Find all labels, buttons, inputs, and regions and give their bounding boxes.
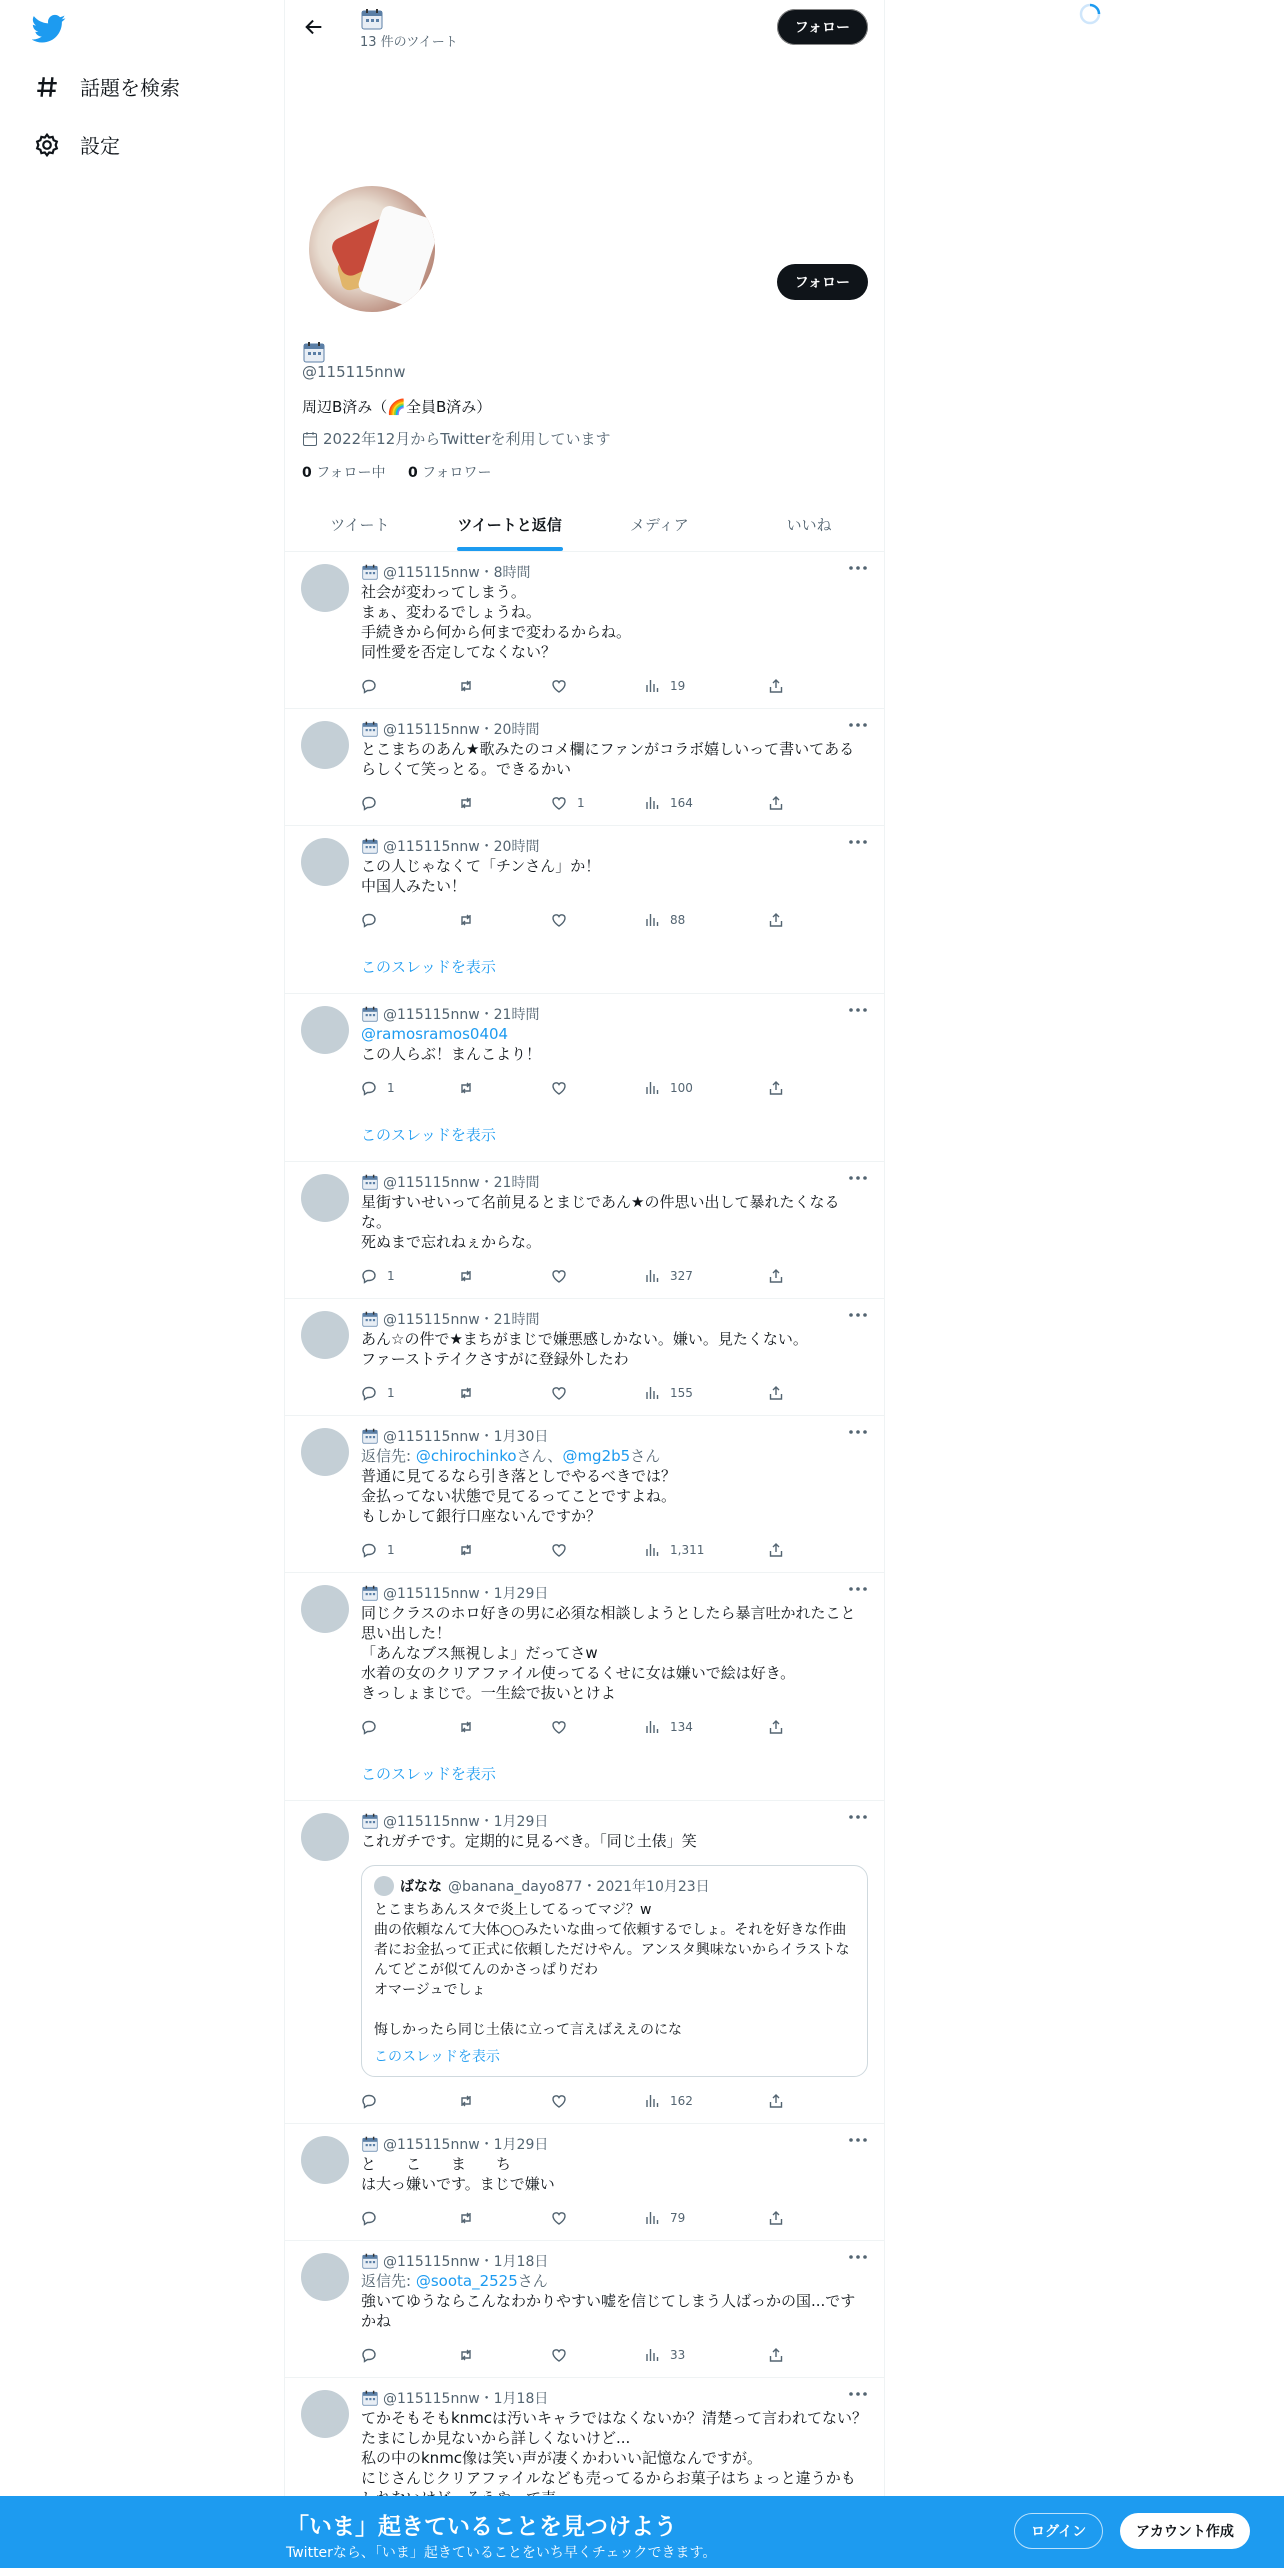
reply-to <box>361 1446 868 1466</box>
reply-prefix: 返信先: <box>361 1447 416 1465</box>
tweet-avatar[interactable] <box>301 1174 349 1222</box>
more-icon[interactable] <box>848 721 868 729</box>
like-button[interactable] <box>551 1719 644 1735</box>
like-button[interactable] <box>551 2347 644 2363</box>
retweet-icon <box>458 2210 474 2226</box>
tweet-text: 星街すいせいって名前見るとまじであん★の件思い出して暴れたくなるな。 死ぬまで忘れねぇからな。 <box>361 1193 840 1251</box>
share-icon <box>768 678 784 694</box>
more-icon[interactable] <box>848 2390 868 2398</box>
retweet-icon <box>458 1268 474 1284</box>
views-button[interactable] <box>644 1542 768 1558</box>
loading-spinner-icon <box>1078 2 1102 26</box>
reply-icon <box>361 1385 377 1401</box>
reply-icon <box>361 912 377 928</box>
views-button[interactable] <box>644 1385 768 1401</box>
reply-count: 1 <box>387 1543 395 1557</box>
heart-icon <box>551 1268 567 1284</box>
tweet-header <box>361 562 868 582</box>
views-count: 100 <box>670 1081 693 1095</box>
tweet-actions <box>361 2091 868 2111</box>
tweet-avatar[interactable] <box>301 1813 349 1861</box>
tweet[interactable] <box>285 552 884 709</box>
like-button[interactable] <box>551 678 644 694</box>
like-button[interactable] <box>551 1542 644 1558</box>
follow-button[interactable]: フォロー <box>777 264 868 300</box>
heart-icon <box>551 795 567 811</box>
share-button[interactable] <box>768 1385 784 1401</box>
more-icon[interactable] <box>848 1006 868 1014</box>
tweet-meta: @115115nnw・21時間 <box>383 1175 540 1191</box>
retweet-button[interactable] <box>458 1719 551 1735</box>
retweet-icon <box>458 2347 474 2363</box>
views-button[interactable] <box>644 1080 768 1096</box>
like-button[interactable] <box>551 1268 644 1284</box>
tweet[interactable] <box>285 1801 884 2124</box>
following-label: フォロー中 <box>316 465 386 481</box>
profile-joined <box>302 428 611 449</box>
share-button[interactable] <box>768 2210 784 2226</box>
tweet-actions <box>361 910 868 930</box>
share-icon <box>768 1080 784 1096</box>
more-icon[interactable] <box>848 1585 868 1593</box>
tweet-header <box>361 1426 868 1446</box>
retweet-button[interactable] <box>458 1385 551 1401</box>
calendar-emoji-icon <box>361 1174 379 1190</box>
calendar-icon <box>302 431 318 447</box>
banner-title: 「いま」起きていることを見つけよう <box>286 2514 677 2540</box>
tweet-text: あん☆の件で★まちがまじで嫌悪感しかない。嫌い。見たくない。 ファーストテイクさすがに登録外したわ <box>361 1330 808 1368</box>
quote-author: ばなな <box>400 1879 442 1895</box>
reply-button[interactable] <box>361 2347 458 2363</box>
reply-icon <box>361 1542 377 1558</box>
reply-button[interactable] <box>361 912 458 928</box>
calendar-emoji-icon <box>302 341 326 363</box>
views-count: 327 <box>670 1269 693 1283</box>
calendar-emoji-icon <box>361 564 379 580</box>
tweet-meta: @115115nnw・1月29日 <box>383 2137 549 2153</box>
reply-icon <box>361 2210 377 2226</box>
views-button[interactable] <box>644 912 768 928</box>
views-count: 33 <box>670 2348 686 2362</box>
share-button[interactable] <box>768 912 784 928</box>
tweet-avatar[interactable] <box>301 1585 349 1633</box>
tweet-meta: @115115nnw・1月18日 <box>383 2254 549 2270</box>
login-button[interactable]: ログイン <box>1014 2513 1103 2549</box>
tweet-actions <box>361 793 868 813</box>
quoted-tweet[interactable] <box>361 1865 868 2077</box>
share-button[interactable] <box>768 1542 784 1558</box>
reply-button[interactable] <box>361 1080 458 1096</box>
more-icon[interactable] <box>848 1428 868 1436</box>
views-icon <box>644 1542 660 1558</box>
reply-button[interactable] <box>361 1542 458 1558</box>
tweet-text: これガチです。定期的に見るべき。「同じ土俵」笑 <box>361 1832 697 1850</box>
calendar-emoji-icon <box>361 2390 379 2406</box>
tab-media[interactable]: メディア <box>629 516 689 534</box>
reply-button[interactable] <box>361 1268 458 1284</box>
tweet-header <box>361 2134 868 2154</box>
reply-user-link[interactable]: @chirochinko <box>415 1447 517 1465</box>
views-icon <box>644 1719 660 1735</box>
show-thread-link[interactable]: このスレッドを表示 <box>361 958 496 976</box>
reply-icon <box>361 1719 377 1735</box>
followers-link[interactable] <box>408 465 492 481</box>
tweet-actions <box>361 1078 868 1098</box>
heart-icon <box>551 1542 567 1558</box>
more-icon[interactable] <box>848 838 868 846</box>
tweet-avatar[interactable] <box>301 721 349 769</box>
like-button[interactable] <box>551 795 644 811</box>
views-icon <box>644 2093 660 2109</box>
tweet-text: 普通に見てるなら引き落としでやるべきでは？ 金払ってない状態で見てるってことですよね。 もしかして銀行口座ないんですか？ <box>361 1467 677 1525</box>
views-count: 164 <box>670 796 693 810</box>
calendar-emoji-icon <box>361 1006 379 1022</box>
share-icon <box>768 1268 784 1284</box>
following-link[interactable] <box>302 465 386 481</box>
profile-bio: 周辺B済み（🌈全員B済み） <box>302 398 492 416</box>
tweet-actions <box>361 1383 868 1403</box>
retweet-button[interactable] <box>458 912 551 928</box>
reply-user-link[interactable]: @soota_2525 <box>415 2272 518 2290</box>
heart-icon <box>551 2093 567 2109</box>
tweet-header <box>361 836 868 856</box>
views-icon <box>644 2210 660 2226</box>
views-count: 134 <box>670 1720 693 1734</box>
retweet-button[interactable] <box>458 678 551 694</box>
share-icon <box>768 1385 784 1401</box>
share-icon <box>768 2210 784 2226</box>
views-button[interactable] <box>644 678 768 694</box>
views-count: 162 <box>670 2094 693 2108</box>
twitter-bird-icon[interactable] <box>32 14 66 44</box>
tweet[interactable] <box>285 1299 884 1416</box>
signup-banner <box>0 2496 1284 2568</box>
tweet-actions <box>361 1717 868 1737</box>
tweet-avatar[interactable] <box>301 1311 349 1359</box>
views-icon <box>644 1385 660 1401</box>
share-icon <box>768 1542 784 1558</box>
tweet-actions <box>361 676 868 696</box>
retweet-icon <box>458 795 474 811</box>
calendar-emoji-icon <box>361 1585 379 1601</box>
retweet-button[interactable] <box>458 1542 551 1558</box>
share-button[interactable] <box>768 795 784 811</box>
retweet-button[interactable] <box>458 1268 551 1284</box>
calendar-emoji-icon <box>361 1813 379 1829</box>
retweet-button[interactable] <box>458 2210 551 2226</box>
profile-tabs <box>285 500 884 552</box>
tweet-text: とこまちのあん★歌みたのコメ欄にファンがコラボ嬉しいって書いてあるらしくて笑っとる。できるかい <box>361 740 855 778</box>
tweet-avatar[interactable] <box>301 2390 349 2438</box>
nav-explore-label: 話題を検索 <box>80 76 180 100</box>
share-icon <box>768 795 784 811</box>
nav-settings-label: 設定 <box>80 134 120 158</box>
reply-icon <box>361 1080 377 1096</box>
share-icon <box>768 2093 784 2109</box>
quote-thread-link[interactable]: このスレッドを表示 <box>374 2049 500 2065</box>
profile-avatar[interactable] <box>305 182 439 316</box>
share-button[interactable] <box>768 1268 784 1284</box>
nav-settings[interactable] <box>34 130 120 159</box>
tweet-header <box>361 1811 868 1831</box>
reply-count: 1 <box>387 1386 395 1400</box>
tweet[interactable] <box>285 2124 884 2241</box>
tweet-header <box>361 719 868 739</box>
tweet-feed <box>285 552 884 2554</box>
more-icon[interactable] <box>848 1174 868 1182</box>
views-icon <box>644 912 660 928</box>
tweet-meta: @115115nnw・8時間 <box>383 565 531 581</box>
tweet-meta: @115115nnw・1月29日 <box>383 1814 549 1830</box>
tweet-text: この人じゃなくて「チンさん」か！ 中国人みたい！ <box>361 857 601 895</box>
views-icon <box>644 1268 660 1284</box>
signup-button[interactable]: アカウント作成 <box>1120 2513 1250 2549</box>
reply-icon <box>361 1268 377 1284</box>
retweet-icon <box>458 2093 474 2109</box>
tweet-avatar[interactable] <box>301 1006 349 1054</box>
tweet-meta: @115115nnw・20時間 <box>383 722 540 738</box>
tweet-actions <box>361 2345 868 2365</box>
tweet-actions <box>361 1266 868 1286</box>
more-icon[interactable] <box>848 2136 868 2144</box>
views-icon <box>644 795 660 811</box>
reply-mid: さん、 <box>516 1447 563 1465</box>
views-button[interactable] <box>644 2347 768 2363</box>
retweet-button[interactable] <box>458 2093 551 2109</box>
calendar-emoji-icon <box>361 2253 379 2269</box>
tweet-text: 社会が変わってしまう。 まぁ、変わるでしょうね。 手続きから何から何まで変わるからね。 同性愛を否定してなくない？ <box>361 583 632 661</box>
quote-avatar <box>374 1876 394 1896</box>
reply-user-link[interactable]: @mg2b5 <box>562 1447 631 1465</box>
tweet[interactable] <box>285 709 884 826</box>
tweet-header <box>361 2251 868 2271</box>
followers-label: フォロワー <box>422 465 492 481</box>
followers-count: 0 <box>407 465 418 481</box>
like-count: 1 <box>577 796 585 810</box>
tweet-meta: @115115nnw・21時間 <box>383 1007 540 1023</box>
reply-count: 1 <box>387 1081 395 1095</box>
retweet-button[interactable] <box>458 795 551 811</box>
following-count: 0 <box>302 465 312 481</box>
mention-link[interactable]: @ramosramos0404 <box>361 1025 509 1043</box>
views-icon <box>644 678 660 694</box>
reply-icon <box>361 2347 377 2363</box>
tab-tweets-and-replies[interactable]: ツイートと返信 <box>435 500 585 551</box>
tweet-meta: @115115nnw・21時間 <box>383 1312 540 1328</box>
tweet-text: と こ ま ち は大っ嫌いです。まじで嫌い <box>361 2155 555 2193</box>
views-count: 19 <box>670 679 686 693</box>
reply-button[interactable] <box>361 2210 458 2226</box>
nav-explore[interactable] <box>34 72 180 101</box>
tweet-meta: @115115nnw・1月29日 <box>383 1586 549 1602</box>
quote-header <box>374 1876 855 1896</box>
tweet-actions <box>361 1540 868 1560</box>
tweet[interactable] <box>285 2241 884 2378</box>
more-icon[interactable] <box>848 2253 868 2261</box>
views-button[interactable] <box>644 795 768 811</box>
quote-meta: @banana_dayo877・2021年10月23日 <box>448 1879 710 1895</box>
heart-icon <box>551 1385 567 1401</box>
tweet-actions <box>361 2208 868 2228</box>
tweet-text: てかそもそもknmcは汚いキャラではなくないか？清楚って言われてない？ たまにしか見ないから詳しくないけど... 私の中のknmc像は笑い声が凄くかわいい記憶なんですが。 にじさんじクリアファイルなども売ってるからお菓子はちょっと違うかも <box>361 2409 868 2487</box>
tweet-header <box>361 2388 868 2408</box>
tweet-avatar[interactable] <box>301 838 349 886</box>
tab-likes[interactable]: いいね <box>786 516 832 534</box>
back-arrow-icon[interactable] <box>303 16 325 38</box>
like-button[interactable] <box>551 1385 644 1401</box>
tweet-avatar[interactable] <box>301 564 349 612</box>
share-button[interactable] <box>768 2093 784 2109</box>
share-button[interactable] <box>768 2347 784 2363</box>
tweet-header <box>361 1004 868 1024</box>
tweet-count: 13 件のツイート <box>360 35 458 50</box>
reply-button[interactable] <box>361 2093 458 2109</box>
heart-icon <box>551 1080 567 1096</box>
retweet-icon <box>458 1080 474 1096</box>
tweet-text: 同じクラスのホロ好きの男に必須な相談しようとしたら暴言吐かれたこと思い出した！ 「あんなブス無視しよ」だってさw 水着の女のクリアファイル使ってるくせに女は嫌いで絵は好き。 きっしょまじで。一生絵で抜いとけよ <box>361 1604 856 1702</box>
calendar-emoji-icon <box>361 1311 379 1327</box>
profile-handle: @115115nnw <box>302 363 406 381</box>
more-icon[interactable] <box>848 1813 868 1821</box>
reply-button[interactable] <box>361 795 458 811</box>
retweet-icon <box>458 912 474 928</box>
share-icon <box>768 1719 784 1735</box>
tweet-text: 強いてゆうならこんなわかりやすい嘘を信じてしまう人ばっかの国...ですかね <box>361 2292 856 2330</box>
heart-icon <box>551 2210 567 2226</box>
tweet[interactable] <box>285 994 884 1162</box>
main-column <box>284 0 885 2568</box>
retweet-button[interactable] <box>458 1080 551 1096</box>
tweet-header <box>361 1172 868 1192</box>
quote-text: とこまちあんスタで炎上してるってマジ？w 曲の依頼なんて大体○○みたいな曲って依頼するでしょ。それを好きな作曲者にお金払って正式に依頼しただけやん。アンスタ興味ないからイラストなんてどこが似てんのかさっぱりだわ オマージュでしょ 悔しかったら同じ土俵に立って言えばええのにな <box>374 1902 850 2038</box>
hashtag-icon <box>34 74 60 100</box>
calendar-emoji-icon <box>361 721 379 737</box>
share-button[interactable] <box>768 1080 784 1096</box>
calendar-emoji-icon <box>361 838 379 854</box>
more-icon[interactable] <box>848 1311 868 1319</box>
tweet-avatar[interactable] <box>301 2253 349 2301</box>
tweet-meta: @115115nnw・20時間 <box>383 839 540 855</box>
share-icon <box>768 912 784 928</box>
tweet-meta: @115115nnw・1月18日 <box>383 2391 549 2407</box>
share-button[interactable] <box>768 678 784 694</box>
heart-icon <box>551 912 567 928</box>
reply-to <box>361 2271 868 2291</box>
retweet-icon <box>458 1385 474 1401</box>
tweet-avatar[interactable] <box>301 2136 349 2184</box>
retweet-button[interactable] <box>458 2347 551 2363</box>
heart-icon <box>551 678 567 694</box>
heart-icon <box>551 1719 567 1735</box>
like-button[interactable] <box>551 2093 644 2109</box>
reply-icon <box>361 2093 377 2109</box>
share-icon <box>768 2347 784 2363</box>
retweet-icon <box>458 678 474 694</box>
reply-button[interactable] <box>361 1385 458 1401</box>
banner-subtitle: Twitterなら、「いま」起きていることをいち早くチェックできます。 <box>286 2545 717 2561</box>
tweet-avatar[interactable] <box>301 1428 349 1476</box>
more-icon[interactable] <box>848 564 868 572</box>
tweet[interactable] <box>285 826 884 994</box>
tweet-text: この人らぶ！まんこより！ <box>361 1045 542 1063</box>
like-button[interactable] <box>551 2210 644 2226</box>
retweet-icon <box>458 1719 474 1735</box>
profile-header-bar <box>285 0 884 54</box>
calendar-emoji-icon <box>361 1428 379 1444</box>
reply-suffix: さん <box>630 1447 661 1465</box>
joined-text: 2022年12月からTwitterを利用しています <box>323 430 611 448</box>
views-count: 155 <box>670 1386 693 1400</box>
reply-count: 1 <box>387 1269 395 1283</box>
views-button[interactable] <box>644 2093 768 2109</box>
views-icon <box>644 2347 660 2363</box>
tweet-header <box>361 1309 868 1329</box>
follow-counts <box>302 462 491 482</box>
follow-button-header[interactable]: フォロー <box>777 9 868 45</box>
calendar-emoji-icon <box>361 2136 379 2152</box>
tweet[interactable] <box>285 1573 884 1801</box>
like-button[interactable] <box>551 912 644 928</box>
views-count: 1,311 <box>670 1543 705 1557</box>
tweet[interactable] <box>285 1162 884 1299</box>
views-count: 79 <box>670 2211 686 2225</box>
views-count: 88 <box>670 913 686 927</box>
reply-button[interactable] <box>361 678 458 694</box>
calendar-emoji-icon <box>360 8 384 30</box>
reply-prefix: 返信先: <box>361 2272 416 2290</box>
heart-icon <box>551 2347 567 2363</box>
tweet-header <box>361 1583 868 1603</box>
reply-icon <box>361 795 377 811</box>
tweet-meta: @115115nnw・1月30日 <box>383 1429 549 1445</box>
like-button[interactable] <box>551 1080 644 1096</box>
tab-tweets[interactable]: ツイート <box>330 516 390 534</box>
show-thread-link[interactable]: このスレッドを表示 <box>361 1126 496 1144</box>
reply-button[interactable] <box>361 1719 458 1735</box>
tweet[interactable] <box>285 1416 884 1573</box>
retweet-icon <box>458 1542 474 1558</box>
views-button[interactable] <box>644 1719 768 1735</box>
views-button[interactable] <box>644 2210 768 2226</box>
views-button[interactable] <box>644 1268 768 1284</box>
reply-icon <box>361 678 377 694</box>
show-thread-link[interactable]: このスレッドを表示 <box>361 1765 496 1783</box>
gear-icon <box>34 132 60 158</box>
views-icon <box>644 1080 660 1096</box>
share-button[interactable] <box>768 1719 784 1735</box>
reply-mid: さん <box>517 2272 548 2290</box>
